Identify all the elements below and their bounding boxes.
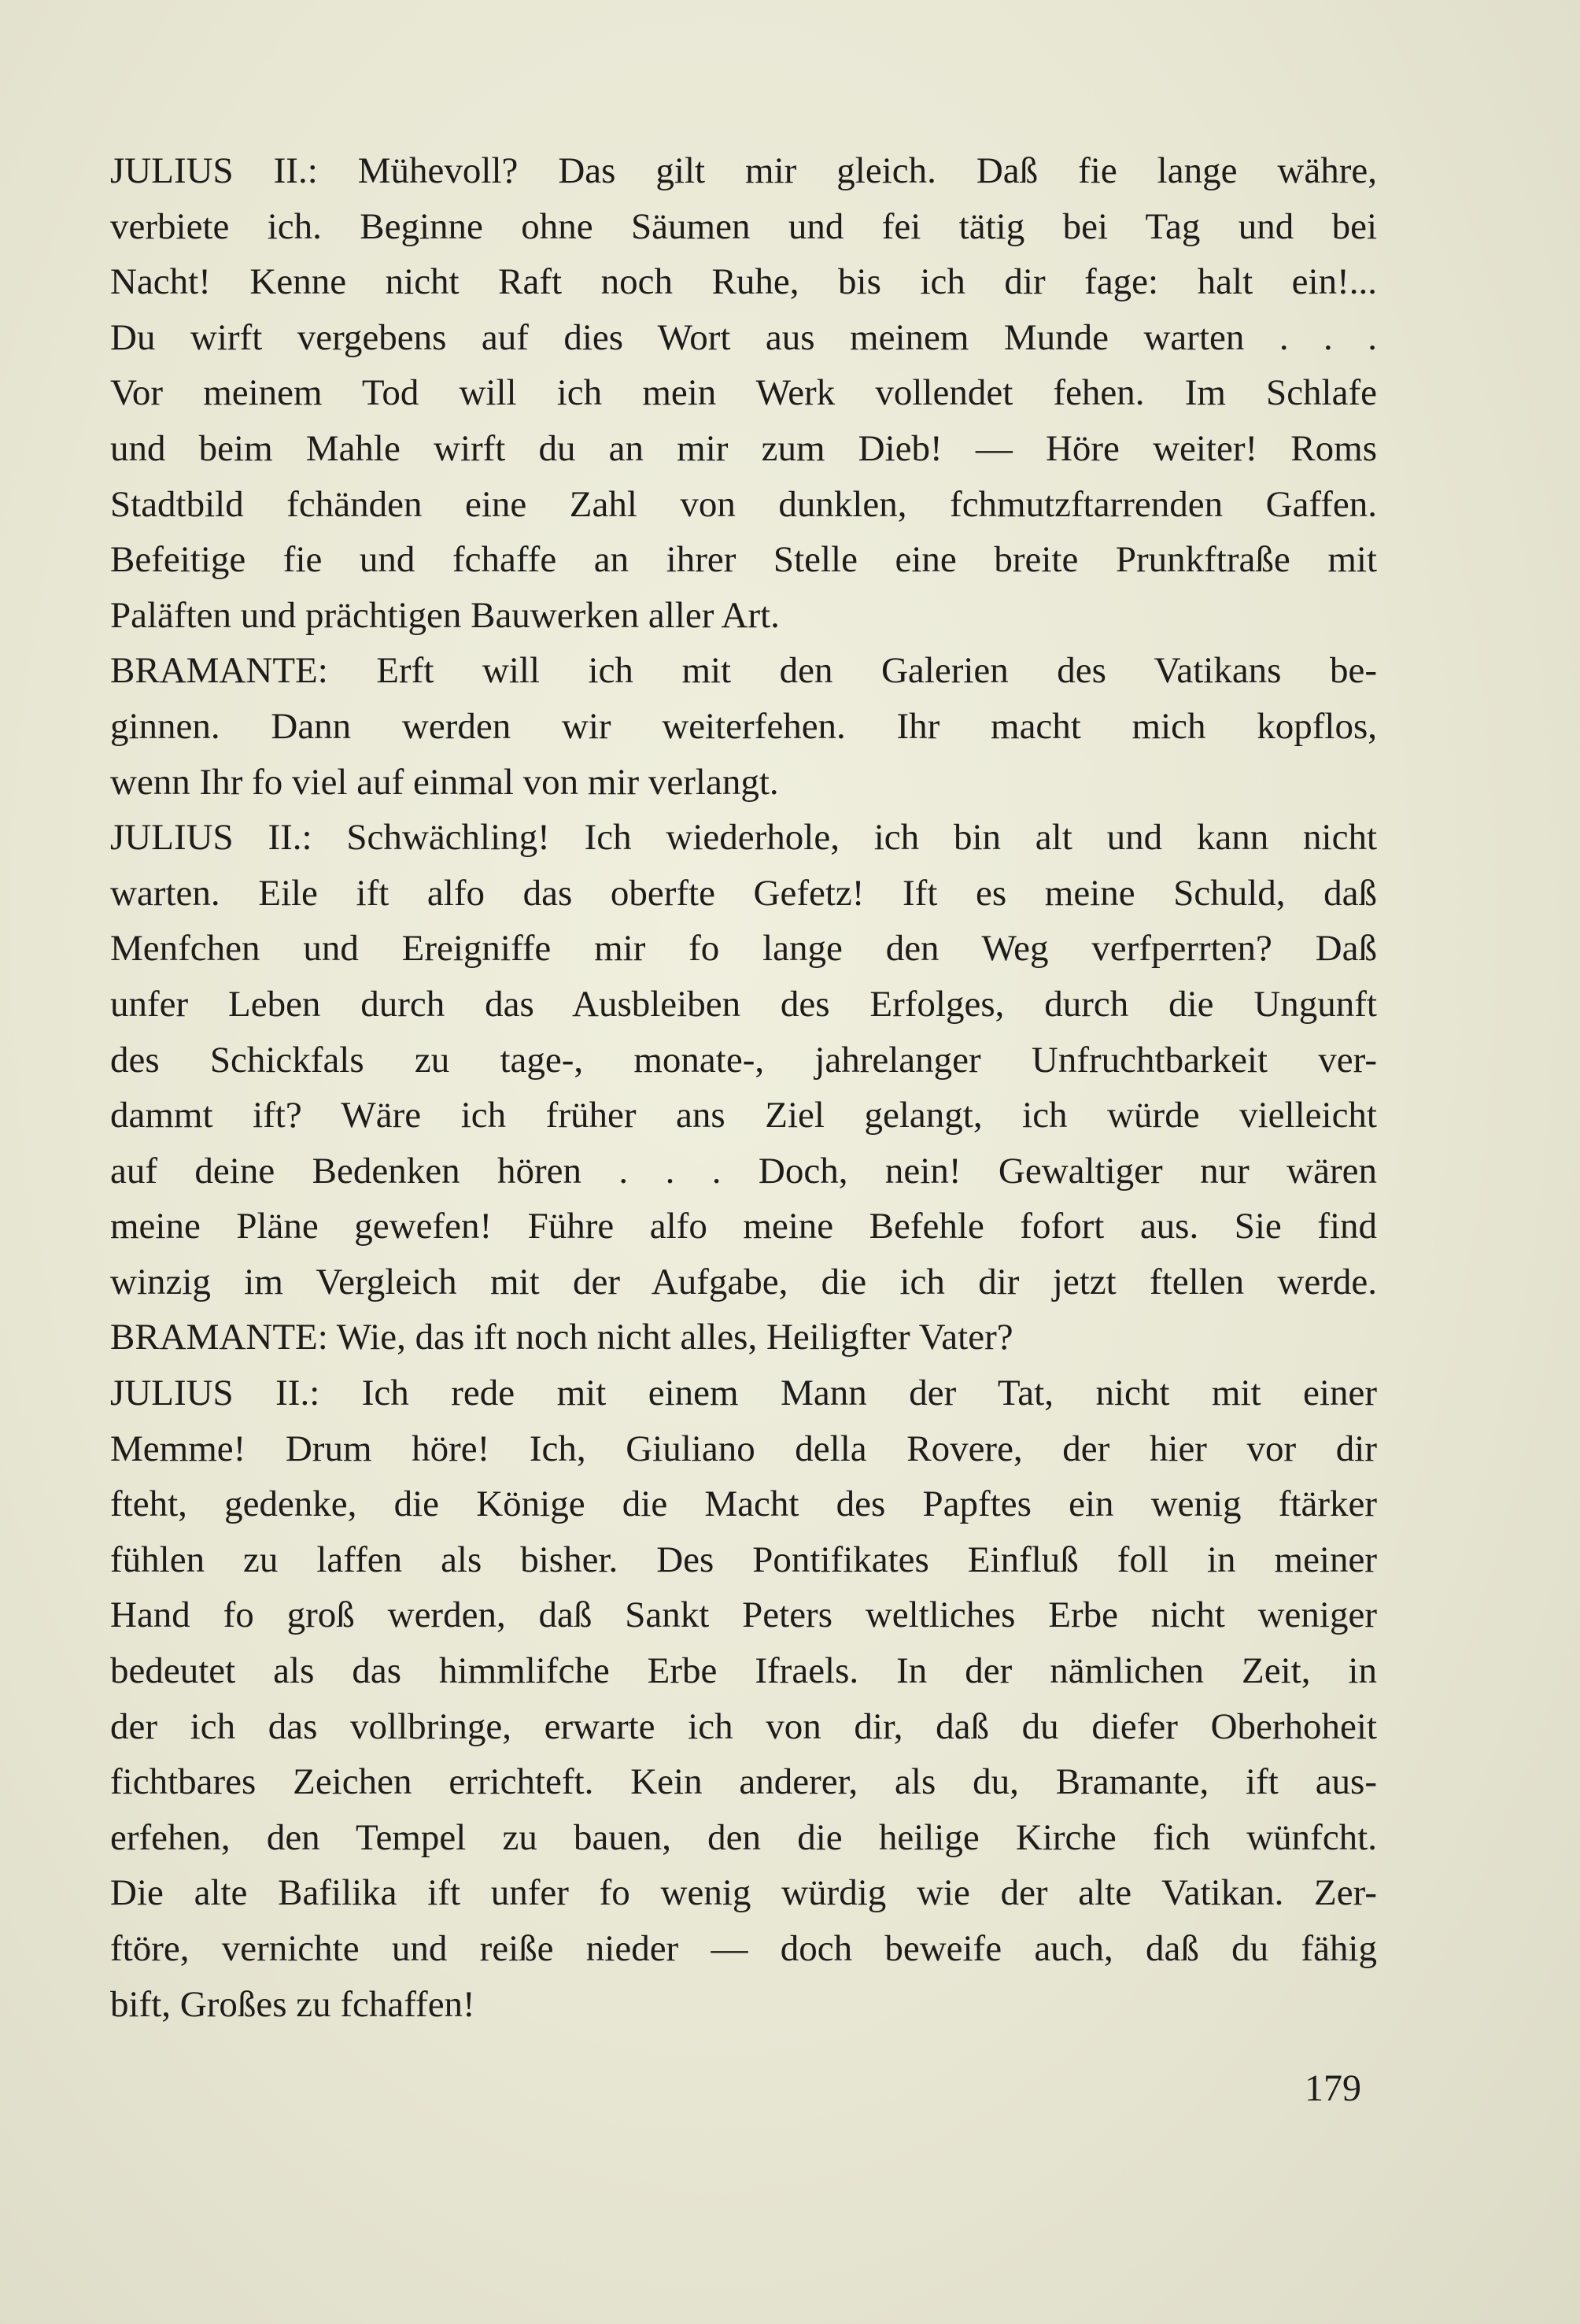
text-line: ginnen. Dann werden wir weiterfehen. Ihr macht mich kopflos, (110, 705, 1377, 747)
text-line: Hand fo groß werden, daß Sankt Peters weltliches Erbe nicht weniger (110, 1594, 1377, 1636)
text-line: verbiete ich. Beginne ohne Säumen und fei tätig bei Tag und bei (110, 205, 1377, 247)
text-line: BRAMANTE: Erft will ich mit den Galerien des Vatikans be- (110, 650, 1377, 692)
text-line: Memme! Drum höre! Ich, Giuliano della Rovere, der hier vor dir (110, 1428, 1377, 1469)
text-line: auf deine Bedenken hören . . . Doch, nein! Gewaltiger nur wären (110, 1150, 1377, 1192)
text-line: wenn Ihr fo viel auf einmal von mir verlangt. (110, 761, 779, 803)
text-line: ftöre, vernichte und reiße nieder — doch beweife auch, daß du fähig (110, 1928, 1377, 1969)
text-line: und beim Mahle wirft du an mir zum Dieb! — Höre weiter! Roms (110, 427, 1377, 469)
page-number: 179 (1305, 2067, 1361, 2109)
text-line: erfehen, den Tempel zu bauen, den die heilige Kirche fich wünfcht. (110, 1816, 1377, 1858)
text-line: bedeutet als das himmlifche Erbe Ifraels. In der nämlichen Zeit, in (110, 1650, 1377, 1692)
text-line: Paläften und prächtigen Bauwerken aller Art. (110, 594, 780, 636)
text-line: fühlen zu laffen als bisher. Des Pontifikates Einfluß foll in meiner (110, 1539, 1377, 1580)
dialogue-text (110, 143, 1377, 2032)
text-line: dammt ift? Wäre ich früher ans Ziel gelangt, ich würde vielleicht (110, 1095, 1377, 1136)
text-line: Menfchen und Ereigniffe mir fo lange den Weg verfperrten? Daß (110, 928, 1377, 970)
text-line: Du wirft vergebens auf dies Wort aus meinem Munde warten . . . (110, 316, 1377, 358)
text-line: Vor meinem Tod will ich mein Werk vollendet fehen. Im Schlafe (110, 372, 1377, 414)
text-line: Stadtbild fchänden eine Zahl von dunklen, fchmutzftarrenden Gaffen. (110, 483, 1377, 525)
text-line: meine Pläne gewefen! Führe alfo meine Befehle fofort aus. Sie find (110, 1206, 1377, 1247)
text-line: JULIUS II.: Mühevoll? Das gilt mir gleich. Daß fie lange währe, (110, 150, 1377, 191)
text-line: bift, Großes zu fchaffen! (110, 1983, 475, 2025)
text-line: unfer Leben durch das Ausbleiben des Erfolges, durch die Ungunft (110, 983, 1377, 1025)
text-line: der ich das vollbringe, erwarte ich von dir, daß du diefer Oberhoheit (110, 1705, 1377, 1747)
text-line: Die alte Bafilika ift unfer fo wenig würdig wie der alte Vatikan. Zer- (110, 1872, 1377, 1914)
text-line: JULIUS II.: Schwächling! Ich wiederhole, ich bin alt und kann nicht (110, 817, 1377, 859)
text-line: warten. Eile ift alfo das oberfte Gefetz! Ift es meine Schuld, daß (110, 872, 1377, 914)
text-line: fichtbares Zeichen errichteft. Kein anderer, als du, Bramante, ift aus- (110, 1761, 1377, 1803)
text-line: BRAMANTE: Wie, das ift noch nicht alles, Heiligfter Vater? (110, 1317, 1013, 1358)
text-line: Befeitige fie und fchaffe an ihrer Stelle eine breite Prunkftraße mit (110, 539, 1377, 581)
text-line: JULIUS II.: Ich rede mit einem Mann der Tat, nicht mit einer (110, 1373, 1377, 1414)
text-line: winzig im Vergleich mit der Aufgabe, die ich dir jetzt ftellen werde. (110, 1261, 1377, 1302)
text-line: des Schickfals zu tage-, monate-, jahrelanger Unfruchtbarkeit ver- (110, 1039, 1377, 1081)
text-line: Nacht! Kenne nicht Raft noch Ruhe, bis ich dir fage: halt ein!... (110, 261, 1377, 303)
text-line: fteht, gedenke, die Könige die Macht des Papftes ein wenig ftärker (110, 1483, 1377, 1525)
